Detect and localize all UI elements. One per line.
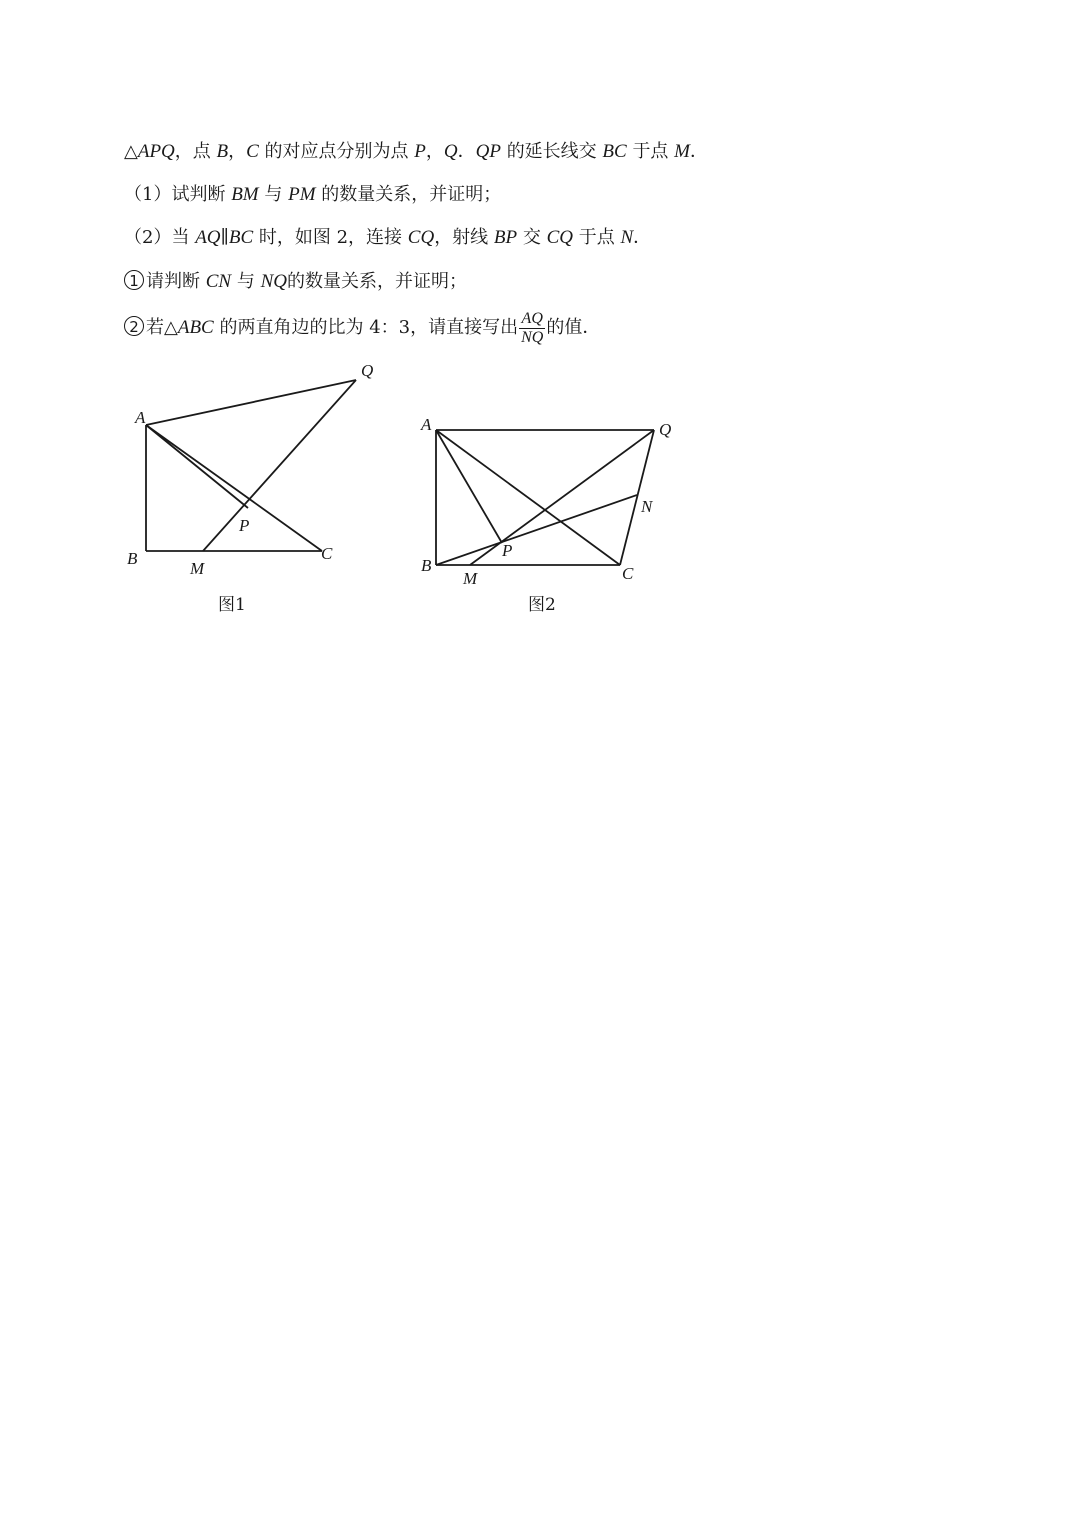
fig2-label-q: Q <box>659 420 672 439</box>
fig1-label-c: C <box>321 544 333 563</box>
problem-part-2-1: 1 请判断 CN 与 NQ的数量关系，并证明； <box>124 270 467 294</box>
fig2-segment-ac <box>436 430 620 565</box>
figure-2 <box>420 415 671 615</box>
problem-part-2-2: 2 若△ABC 的两直角边的比为 4：3，请直接写出 $\frac{AQ}{NQ}$ 的值． <box>124 308 600 348</box>
fig2-caption: 图2 <box>528 595 556 615</box>
fig1-label-p: P <box>239 516 250 535</box>
fig2-label-p: P <box>502 541 513 560</box>
fig1-segment-ac <box>146 425 322 551</box>
problem-part-1: （1）试判断 BM 与 PM 的数量关系，并证明； <box>124 184 502 205</box>
fraction-aq-over-nq: $\frac{AQ}{NQ}$ <box>521 309 544 346</box>
figure-1 <box>127 361 373 615</box>
fig1-segment-mq <box>203 380 356 551</box>
fig2-label-m: M <box>463 569 478 588</box>
fig2-segment-mq <box>470 430 654 565</box>
fig1-segment-ap <box>146 425 248 508</box>
fig1-caption: 图1 <box>218 595 246 615</box>
parallel-symbol: ∥ <box>220 227 229 248</box>
circled-number-1: 1 <box>124 270 144 290</box>
fig2-label-c: C <box>622 564 634 583</box>
fig2-label-b: B <box>421 556 432 575</box>
fig1-label-q: Q <box>361 361 374 380</box>
circled-number-2: 2 <box>124 316 144 336</box>
fig2-label-n: N <box>641 497 653 516</box>
fig1-label-a: A <box>135 408 146 427</box>
problem-line-1: △APQ，点 B，C 的对应点分别为点 P，Q．QP 的延长线交 BC 于点 M． <box>124 141 708 162</box>
fig1-label-b: B <box>127 549 138 568</box>
problem-part-2: （2）当 AQ∥BC 时，如图 2，连接 CQ，射线 BP 交 CQ 于点 N． <box>124 227 652 248</box>
fig1-label-m: M <box>190 559 205 578</box>
triangle-symbol: △ <box>124 141 138 162</box>
fig1-segment-aq <box>146 380 356 425</box>
fig2-label-a: A <box>421 415 432 434</box>
fig2-segment-ap <box>436 430 502 543</box>
